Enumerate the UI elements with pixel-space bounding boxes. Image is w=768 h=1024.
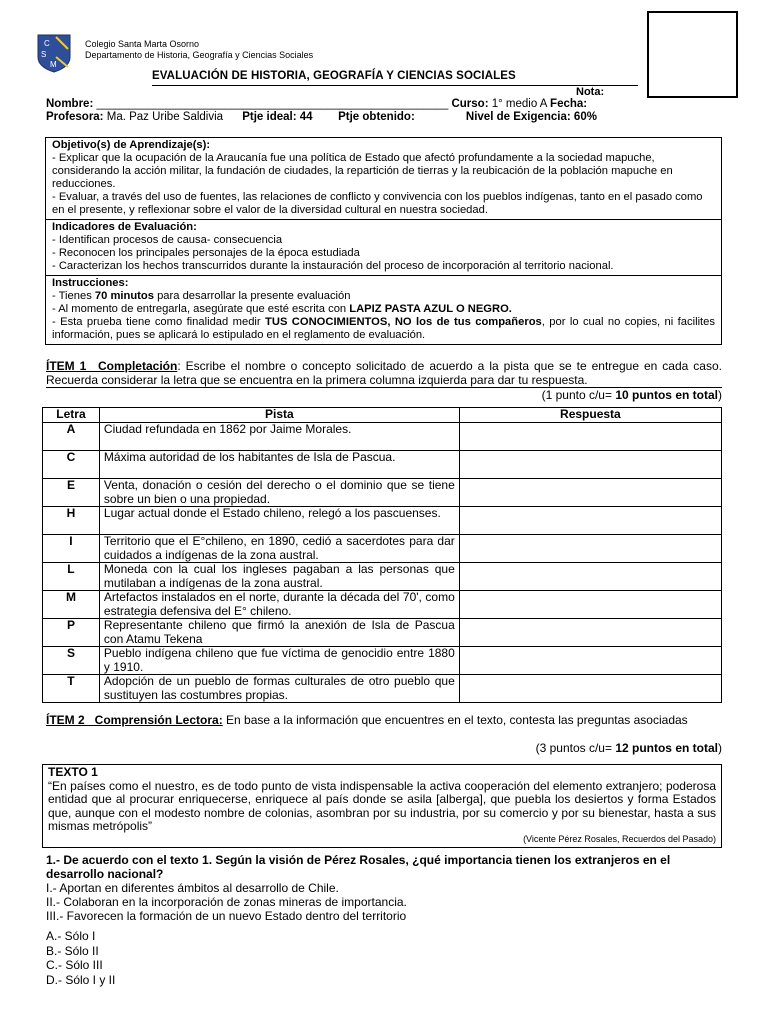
row-letter: M xyxy=(43,591,100,619)
row-clue: Representante chileno que firmó la anexión de Isla de Pascua con Atamu Tekena xyxy=(99,619,459,647)
option-d[interactable]: D.- Sólo I y II xyxy=(46,972,116,987)
item1-text: : Escribe el nombre o concepto solicitado de acuerdo a la pista que se te entregue en cada caso. Recuerda considerar la letra que se encuentra en la primera columna izquierda para dar tu respuesta. xyxy=(46,359,722,387)
table-row xyxy=(43,423,722,451)
objectives-section xyxy=(46,138,721,219)
table-row xyxy=(43,479,722,507)
instruction-item: - Al momento de entregarla, asegúrate que esté escrita con LAPIZ PASTA AZUL O NEGRO. xyxy=(52,303,512,315)
table-row xyxy=(43,451,722,479)
svg-text:S: S xyxy=(41,50,47,59)
row-letter: T xyxy=(43,675,100,703)
option-b[interactable]: B.- Sólo II xyxy=(46,943,99,958)
teacher-info-row xyxy=(46,111,597,123)
row-letter: C xyxy=(43,451,100,479)
objective-item: - Evaluar, a través del uso de fuentes, las relaciones de conflicto y convivencia con los pueblos indígenas, tanto en el pasado como en el presente, y reflexionar sobre el valor de la diversidad cultural en nuestra sociedad. xyxy=(52,191,703,216)
item2-heading xyxy=(46,713,722,727)
indicator-item: - Reconocen los principales personajes de la época estudiada xyxy=(52,247,360,259)
table-row xyxy=(43,507,722,535)
item1-label: ÍTEM 1_ Completación xyxy=(46,359,178,373)
table-row xyxy=(43,675,722,703)
row-letter: A xyxy=(43,423,100,451)
instructions-title: Instrucciones: xyxy=(52,277,129,289)
answer-cell[interactable] xyxy=(459,563,721,591)
table-row xyxy=(43,591,722,619)
table-row xyxy=(43,619,722,647)
evaluation-title: EVALUACIÓN DE HISTORIA, GEOGRAFÍA Y CIENCIAS SOCIALES xyxy=(152,70,516,82)
objectives-box xyxy=(45,137,722,345)
texto-source: (Vicente Pérez Rosales, Recuerdos del Pasado) xyxy=(523,833,716,844)
nombre-label: Nombre: xyxy=(46,98,94,110)
indicator-item: - Identifican procesos de causa- consecuencia xyxy=(52,234,283,246)
answer-cell[interactable] xyxy=(459,675,721,703)
indicator-item: - Caracterizan los hechos transcurridos durante la instauración del proceso de incorporación al territorio nacional. xyxy=(52,260,614,272)
row-clue: Territorio que el E°chileno, en 1890, cedió a sacerdotes para dar cuidados a indígenas de la zona austral. xyxy=(99,535,459,563)
row-letter: P xyxy=(43,619,100,647)
objectives-title: Objetivo(s) de Aprendizaje(s): xyxy=(52,139,211,151)
nombre-field[interactable]: _______________________________________________________ xyxy=(96,98,449,110)
department-name: Departamento de Historia, Geografía y Ciencias Sociales xyxy=(85,50,314,60)
table-row xyxy=(43,647,722,675)
grade-box[interactable] xyxy=(647,11,738,98)
instructions-section xyxy=(46,275,721,344)
student-info-row xyxy=(46,98,587,110)
row-clue: Adopción de un pueblo de formas culturales de otro pueblo que sustituyen las costumbres propias. xyxy=(99,675,459,703)
row-letter: S xyxy=(43,647,100,675)
row-clue: Pueblo indígena chileno que fue víctima de genocidio entre 1880 y 1910. xyxy=(99,647,459,675)
ptje-obtenido: Ptje obtenido: xyxy=(338,111,415,123)
col-pista: Pista xyxy=(99,408,459,423)
item2-text: En base a la información que encuentres en el texto, contesta las preguntas asociadas xyxy=(222,713,688,727)
nivel-exigencia: Nivel de Exigencia: 60% xyxy=(465,111,597,123)
answer-cell[interactable] xyxy=(459,423,721,451)
item1-points: (1 punto c/u= 10 puntos en total) xyxy=(541,388,722,402)
col-respuesta: Respuesta xyxy=(459,408,721,423)
question-statement: III.- Favorecen la formación de un nuevo Estado dentro del territorio xyxy=(46,909,407,923)
curso-label: Curso: xyxy=(451,98,489,110)
row-clue: Moneda con la cual los ingleses pagaban a las personas que mutilaban a indígenas de la zona austral. xyxy=(99,563,459,591)
reading-text-box xyxy=(42,764,722,848)
question-1 xyxy=(46,853,722,923)
nota-label: Nota: xyxy=(576,86,605,98)
answer-cell[interactable] xyxy=(459,535,721,563)
row-letter: L xyxy=(43,563,100,591)
answer-cell[interactable] xyxy=(459,647,721,675)
item2-points: (3 puntos c/u= 12 puntos en total) xyxy=(535,741,722,755)
row-clue: Máxima autoridad de los habitantes de Isla de Pascua. xyxy=(99,451,459,479)
indicators-section xyxy=(46,219,721,275)
row-clue: Venta, donación o cesión del derecho o el dominio que se tiene sobre un bien o una propiedad. xyxy=(99,479,459,507)
curso-value: 1° medio A xyxy=(491,98,547,110)
col-letra: Letra xyxy=(43,408,100,423)
instruction-item: - Esta prueba tiene como finalidad medir TUS CONOCIMIENTOS, NO los de tus compañeros, por lo cual no copies, ni facilites información, pues se aplicará lo estipulado en el reglamento de evaluación. xyxy=(52,316,715,341)
texto-quote: “En países como el nuestro, es de todo punto de vista indispensable la activa cooperación del elemento extranjero; poderosa entidad que al procurar enriquecerse, enriquece al país donde se asila [alberga], que puebla los desiertos y forma Estados que, aunque con el modesto nombre de colonias, asombran por su industria, por su comercio y por su bienestar, hasta a sus mismas metrópolis” xyxy=(48,778,716,834)
row-letter: I xyxy=(43,535,100,563)
row-clue: Artefactos instalados en el norte, durante la década del 70', como estrategia defensiva del E° chileno. xyxy=(99,591,459,619)
item1-heading xyxy=(46,359,722,387)
svg-text:C: C xyxy=(44,39,50,48)
profesora-label: Profesora: xyxy=(46,111,104,123)
indicators-title: Indicadores de Evaluación: xyxy=(52,221,197,233)
option-c[interactable]: C.- Sólo III xyxy=(46,958,103,972)
ptje-ideal: Ptje ideal: 44 xyxy=(242,111,313,123)
answer-cell[interactable] xyxy=(459,451,721,479)
row-letter: E xyxy=(43,479,100,507)
profesora-value: Ma. Paz Uribe Saldivia xyxy=(106,111,224,123)
row-letter: H xyxy=(43,507,100,535)
option-a[interactable]: A.- Sólo I xyxy=(46,929,96,943)
fecha-label: Fecha: xyxy=(550,98,588,110)
answer-cell[interactable] xyxy=(459,619,721,647)
answer-cell[interactable] xyxy=(459,507,721,535)
answer-options xyxy=(46,929,115,987)
school-crest-logo xyxy=(36,33,72,73)
title-underline xyxy=(152,85,638,86)
question-statement: I.- Aportan en diferentes ámbitos al desarrollo de Chile. xyxy=(46,881,339,895)
svg-text:M: M xyxy=(50,60,57,69)
texto-title: TEXTO 1 xyxy=(48,765,98,779)
row-clue: Lugar actual donde el Estado chileno, relegó a los pascuenses. xyxy=(99,507,459,535)
instruction-item: - Tienes 70 minutos para desarrollar la presente evaluación xyxy=(52,290,351,302)
completion-table xyxy=(42,407,722,703)
question-prompt: 1.- De acuerdo con el texto 1. Según la visión de Pérez Rosales, ¿qué importancia tienen los extranjeros en el desarrollo nacional? xyxy=(46,853,671,881)
row-clue: Ciudad refundada en 1862 por Jaime Morales. xyxy=(99,423,459,451)
item2-label: ÍTEM 2_ Comprensión Lectora: xyxy=(46,713,223,727)
answer-cell[interactable] xyxy=(459,591,721,619)
table-row xyxy=(43,563,722,591)
question-statement: II.- Colaboran en la incorporación de zonas mineras de importancia. xyxy=(46,895,407,909)
table-row xyxy=(43,535,722,563)
answer-cell[interactable] xyxy=(459,479,721,507)
objective-item: - Explicar que la ocupación de la Araucanía fue una política de Estado que afectó profundamente a la sociedad mapuche, considerando la acción militar, la fundación de ciudades, la repartición de tierras y la reubicación de la población mapuche en reducciones. xyxy=(52,152,673,190)
school-name: Colegio Santa Marta Osorno xyxy=(85,39,200,49)
